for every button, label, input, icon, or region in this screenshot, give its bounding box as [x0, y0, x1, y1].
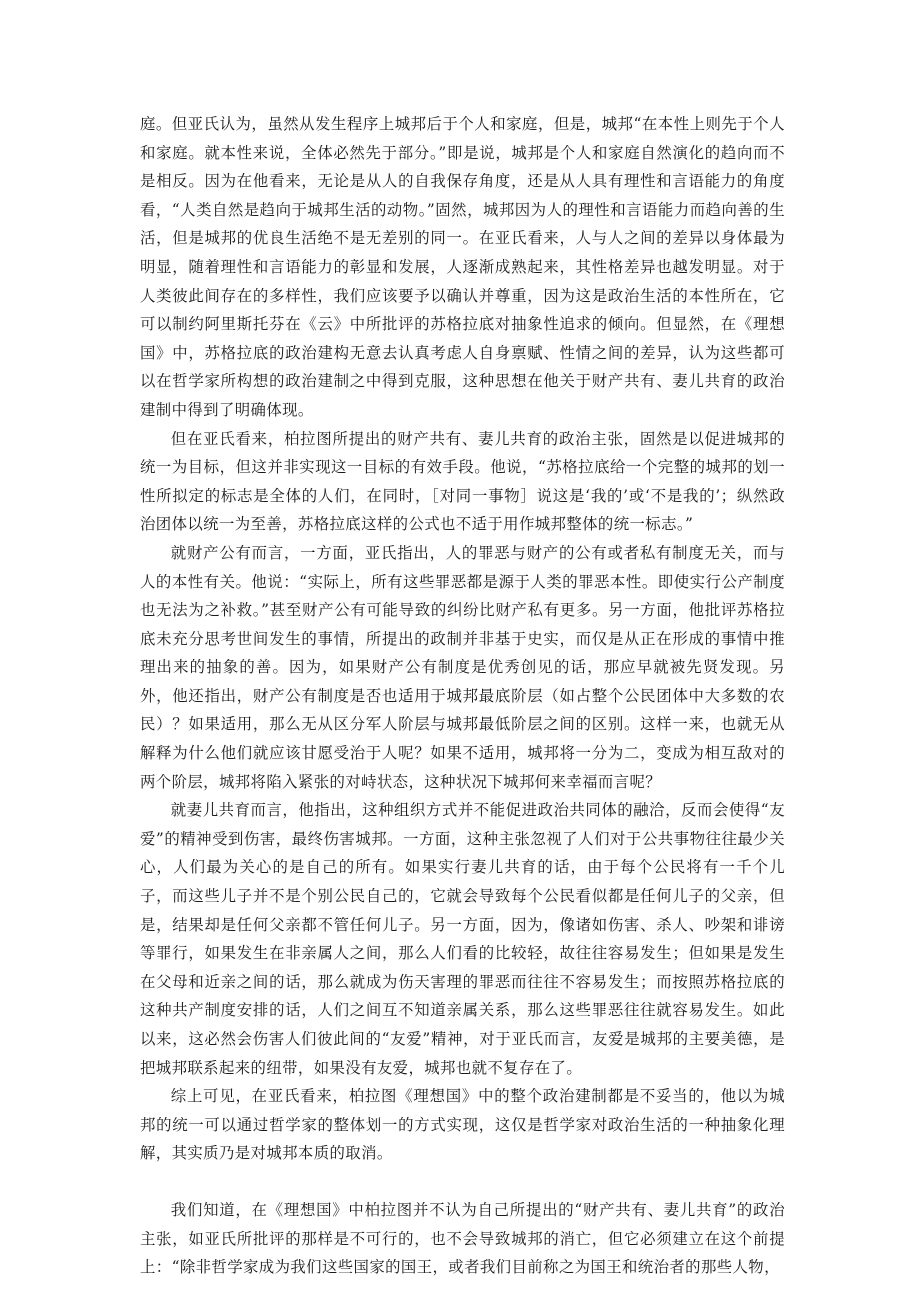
- paragraph-5: 综上可见，在亚氏看来，柏拉图《理想国》中的整个政治建制都是不妥当的，他以为城邦的统一可以通过哲学家的整体划一的方式实现，这仅是哲学家对政治生活的一种抽象化理解，其实质乃是对城邦本质的取消。: [140, 1087, 785, 1163]
- paragraph-4: 就妻儿共育而言，他指出，这种组织方式并不能促进政治共同体的融洽，反而会使得“友爱”的精神受到伤害，最终伤害城邦。一方面，这种主张忽视了人们对于公共事物往往最少关心，人们最为关心的是自己的所有。如果实行妻儿共育的话，由于每个公民将有一千个儿子，而这些儿子并不是个别公民自己的，它就会导致每个公民看似都是任何儿子的父亲，但是，结果却是任何父亲都不管任何儿子。另一方面，因为，像诸如伤害、杀人、吵架和诽谤等罪行，如果发生在非亲属人之间，那么人们看的比较轻，故往往容易发生；但如果是发生在父母和近亲之间的话，那么就成为伤天害理的罪恶而往往不容易发生；而按照苏格拉底的这种共产制度安排的话，人们之间互不知道亲属关系，那么这些罪恶往往就容易发生。如此以来，这必然会伤害人们彼此间的“友爱”精神，对于亚氏而言，友爱是城邦的主要美德，是把城邦联系起来的纽带，如果没有友爱，城邦也就不复存在了。: [140, 801, 785, 1077]
- paragraph-3: 就财产公有而言，一方面，亚氏指出，人的罪恶与财产的公有或者私有制度无关，而与人的本性有关。他说：“实际上，所有这些罪恶都是源于人类的罪恶本性。即使实行公产制度也无法为之补救。”甚至财产公有可能导致的纠纷比财产私有更多。另一方面，他批评苏格拉底未充分思考世间发生的事情，所提出的政制并非基于史实，而仅是从正在形成的事情中推理出来的抽象的善。因为，如果财产公有制度是优秀创见的话，那应早就被先贤发现。另外，他还指出，财产公有制度是否也适用于城邦最底阶层（如占整个公民团体中大多数的农民）？如果适用，那么无从区分军人阶层与城邦最低阶层之间的区别。这样一来，也就无从解释为什么他们就应该甘愿受治于人呢？如果不适用，城邦将一分为二，变成为相互敌对的两个阶层，城邦将陷入紧张的对峙状态，这种状况下城邦何来幸福而言呢？: [140, 543, 785, 791]
- document-body: [140, 110, 785, 1282]
- paragraph-2: 但在亚氏看来，柏拉图所提出的财产共有、妻儿共育的政治主张，固然是以促进城邦的统一为目标，但这并非实现这一目标的有效手段。他说，“苏格拉底给一个完整的城邦的划一性所拟定的标志是全体的人们，在同时，［对同一事物］说这是‘我的’或‘不是我的’；纵然政治团体以统一为至善，苏格拉底这样的公式也不适于用作城邦整体的统一标志。”: [140, 429, 785, 534]
- paragraph-1: 庭。但亚氏认为，虽然从发生程序上城邦后于个人和家庭，但是，城邦“在本性上则先于个人和家庭。就本性来说，全体必然先于部分。”即是说，城邦是个人和家庭自然演化的趋向而不是相反。因为在他看来，无论是从人的自我保存角度，还是从人具有理性和言语能力的角度看，“人类自然是趋向于城邦生活的动物。”固然，城邦因为人的理性和言语能力而趋向善的生活，但是城邦的优良生活绝不是无差别的同一。在亚氏看来，人与人之间的差异以身体最为明显，随着理性和言语能力的彰显和发展，人逐渐成熟起来，其性格差异也越发明显。对于人类彼此间存在的多样性，我们应该要予以确认并尊重，因为这是政治生活的本性所在，它可以制约阿里斯托芬在《云》中所批评的苏格拉底对抽象性追求的倾向。但显然，在《理想国》中，苏格拉底的政治建构无意去认真考虑人自身禀赋、性情之间的差异，认为这些都可以在哲学家所构想的政治建制之中得到克服，这种思想在他关于财产共有、妻儿共育的政治建制中得到了明确体现。: [140, 115, 785, 419]
- section-spacer: [140, 1168, 785, 1196]
- paragraph-6: 我们知道，在《理想国》中柏拉图并不认为自己所提出的“财产共有、妻儿共育”的政治主张，如亚氏所批评的那样是不可行的，也不会导致城邦的消亡，但它必须建立在这个前提上：“除非哲学家成为我们这些国家的国王，或者我们目前称之为国王和统治者的那些人物，: [140, 1200, 785, 1277]
